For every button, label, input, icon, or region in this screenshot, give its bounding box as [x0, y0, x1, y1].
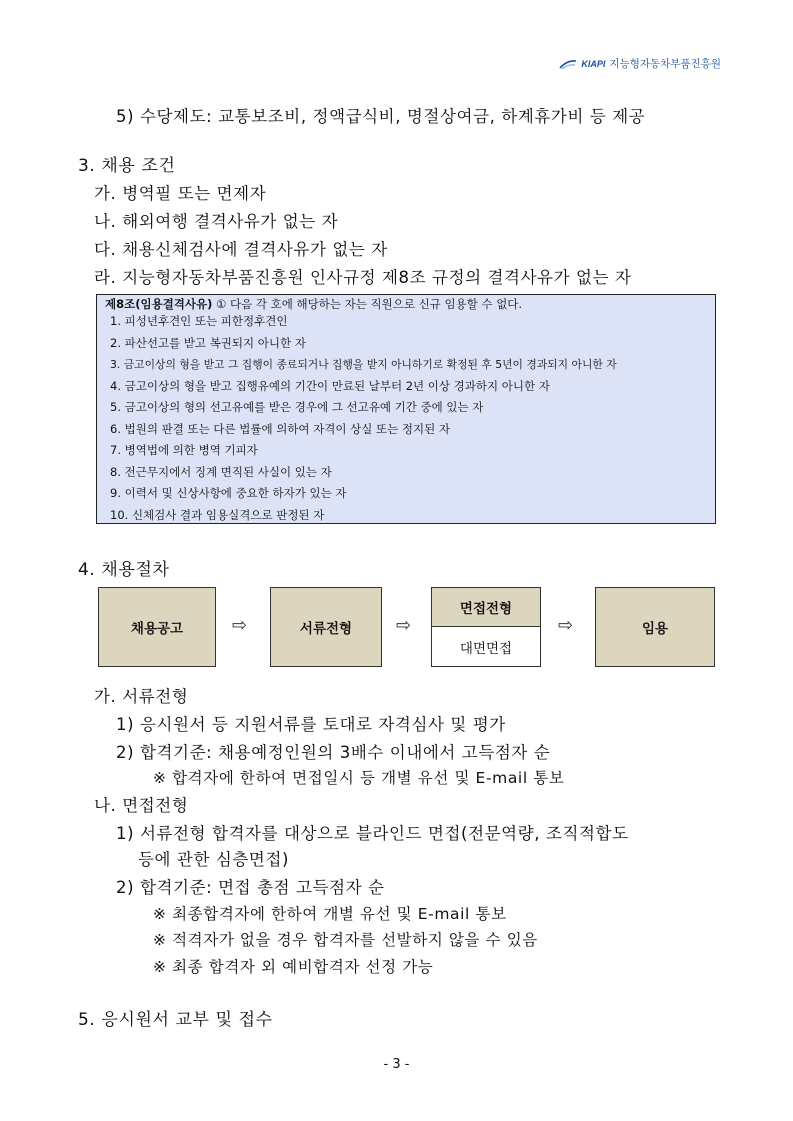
org-name: 지능형자동차부품진흥원: [609, 58, 721, 70]
flow-step-document: [270, 587, 382, 667]
document-screening-line: 2) 합격기준: 채용예정인원의 3배수 이내에서 고득점자 순: [116, 743, 551, 762]
regulation-item: 9. 이력서 및 신상사항에 중요한 하자가 있는 자: [110, 486, 347, 500]
regulation-item: 6. 법원의 판결 또는 다른 법률에 의하여 자격이 상실 또는 정지된 자: [110, 421, 451, 436]
regulation-item: 5. 금고이상의 형의 선고유예를 받은 경우에 그 선고유예 기간 중에 있는 자: [110, 400, 484, 414]
regulation-title: 제8조(임용결격사유): [105, 297, 213, 311]
kiapi-logo-icon: [559, 58, 577, 70]
header-logo: [559, 56, 721, 71]
flow-step-interview: [431, 587, 541, 667]
logo-text: KIAPI: [581, 58, 606, 69]
benefits-line: 5) 수당제도: 교통보조비, 정액급식비, 명절상여금, 하계휴가비 등 제공: [116, 107, 646, 126]
section3-item: 라. 지능형자동차부품진흥원 인사규정 제8조 규정의 결격사유가 없는 자: [94, 268, 632, 287]
flow-step-appointment: [595, 587, 715, 667]
interview-line: 등에 관한 심층면접): [138, 850, 290, 869]
flow-arrow-icon: ⇨: [558, 615, 574, 636]
regulation-item: 10. 신체검사 결과 임용실격으로 판정된 자: [110, 507, 325, 522]
regulation-box: [96, 294, 716, 524]
document-screening-note: ※ 합격자에 한하여 면접일시 등 개별 유선 및 E-mail 통보: [153, 769, 565, 787]
regulation-intro: ① 다음 각 호에 해당하는 자는 직원으로 신규 임용할 수 없다.: [216, 297, 523, 311]
section3-item: 다. 채용신체검사에 결격사유가 없는 자: [94, 240, 388, 259]
flow-step-label: 임용: [641, 621, 669, 637]
document-screening-line: 1) 응시원서 등 지원서류를 토대로 자격심사 및 평가: [116, 715, 506, 734]
regulation-item: 2. 파산선고를 받고 복권되지 아니한 자: [110, 335, 306, 350]
interview-note: ※ 적격자가 없을 경우 합격자를 선발하지 않을 수 있음: [153, 931, 538, 949]
section3-item: 나. 해외여행 결격사유가 없는 자: [94, 212, 339, 231]
flow-step-sublabel: 대면면접: [432, 627, 540, 666]
flow-step-label: 서류전형: [299, 621, 353, 637]
flow-step-announcement: [98, 587, 216, 667]
section3-item: 가. 병역필 또는 면제자: [94, 184, 267, 203]
regulation-item: 3. 금고이상의 형을 받고 그 집행이 종료되거나 집행을 받지 아니하기로 확정된 후 5년이 경과되지 아니한 자: [110, 358, 617, 371]
regulation-item: 8. 전근무지에서 징계 면직된 사실이 있는 자: [110, 464, 332, 479]
interview-note: ※ 최종 합격자 외 예비합격자 선정 가능: [153, 958, 434, 976]
section3-title: 3. 채용 조건: [78, 156, 176, 176]
flow-step-label: 면접전형: [432, 588, 540, 627]
interview-line: 1) 서류전형 합격자를 대상으로 블라인드 면접(전문역량, 조직적합도: [116, 824, 629, 843]
interview-note: ※ 최종합격자에 한하여 개별 유선 및 E-mail 통보: [153, 905, 507, 923]
flow-arrow-icon: ⇨: [396, 615, 412, 636]
regulation-header: [105, 297, 709, 311]
regulation-item: 1. 피성년후견인 또는 피한정후견인: [110, 314, 288, 328]
interview-title: 나. 면접전형: [94, 796, 189, 815]
flow-arrow-icon: ⇨: [232, 615, 248, 636]
regulation-item: 7. 병역법에 의한 병역 기피자: [110, 443, 258, 457]
flow-step-label: 채용공고: [130, 621, 184, 637]
interview-line: 2) 합격기준: 면접 총점 고득점자 순: [116, 878, 385, 897]
section4-title: 4. 채용절차: [78, 560, 170, 580]
regulation-item: 4. 금고이상의 형을 받고 집행유예의 기간이 만료된 날부터 2년 이상 경과하지 아니한 자: [110, 378, 550, 393]
page-number: - 3 -: [383, 1057, 410, 1072]
document-screening-title: 가. 서류전형: [94, 687, 189, 706]
section5-title: 5. 응시원서 교부 및 접수: [78, 1010, 273, 1030]
